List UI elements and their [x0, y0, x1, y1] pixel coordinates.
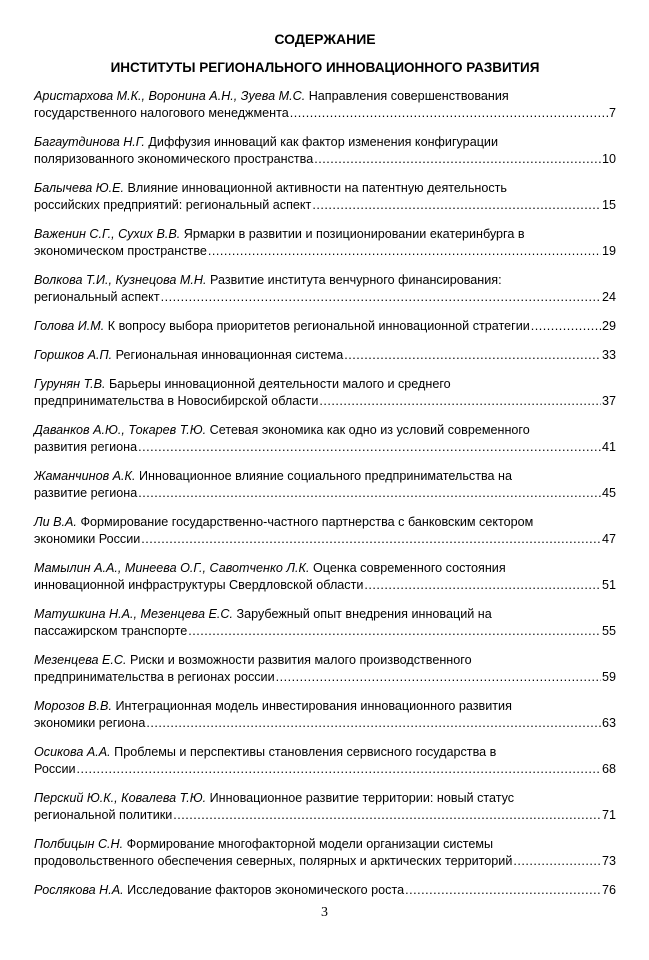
toc-entry-title-cont: продовольственного обеспечения северных, полярных и арктических территорий: [34, 854, 513, 868]
toc-entry-page: 68: [601, 762, 616, 776]
toc-entry-title-cont: государственного налогового менеджмента: [34, 106, 289, 120]
leader-dots: [344, 347, 601, 364]
toc-entry-title-cont: экономики региона: [34, 716, 146, 730]
toc-entry-page: 24: [601, 290, 616, 304]
toc-entry-author: Жаманчинов А.К.: [34, 469, 136, 483]
toc-entry-title: Направления совершенствования: [308, 89, 509, 103]
toc-entry-line2: [34, 577, 616, 594]
toc-entry-author: Голова И.М.: [34, 319, 105, 333]
toc-entry-line2: [34, 807, 616, 824]
leader-dots: [141, 531, 601, 548]
toc-entry-author: Осикова А.А.: [34, 745, 111, 759]
toc-entry-author: Балычева Ю.Е.: [34, 181, 125, 195]
toc-entry[interactable]: [34, 347, 616, 364]
toc-entry-title: Сетевая экономика как одно из условий современного: [209, 423, 530, 437]
toc-entry-page: 59: [601, 670, 616, 684]
leader-dots: [161, 289, 601, 306]
toc-entry-line2: [34, 531, 616, 548]
toc-entry-title-cont: развития региона: [34, 440, 138, 454]
toc-entry-title: Развитие института венчурного финансирования:: [210, 273, 502, 287]
toc-entry-page: 7: [608, 106, 616, 120]
toc-entry-line2: [34, 289, 616, 306]
leader-dots: [138, 439, 601, 456]
toc-entry-title: Инновационное развитие территории: новый статус: [209, 791, 515, 805]
toc-entry-author: Важенин С.Г., Сухих В.В.: [34, 227, 181, 241]
toc-entry-title: Барьеры инновационной деятельности малого и среднего: [109, 377, 451, 391]
toc-entry-page: 10: [601, 152, 616, 166]
page-title: СОДЕРЖАНИЕ: [274, 31, 376, 47]
leader-dots: [513, 853, 601, 870]
leader-dots: [173, 807, 601, 824]
toc-entry-page: 19: [601, 244, 616, 258]
toc-entry-page: 71: [601, 808, 616, 822]
toc-entry-line1: [34, 606, 616, 623]
toc-entry-title: Зарубежный опыт внедрения инноваций на: [236, 607, 492, 621]
toc-entry[interactable]: [34, 180, 616, 214]
toc-entry-page: 63: [601, 716, 616, 730]
toc-entry-title: Диффузия инноваций как фактор изменения конфигурации: [148, 135, 498, 149]
toc-entry-text: [34, 347, 343, 364]
toc-entry-page: 73: [601, 854, 616, 868]
toc-entry-author: Полбицын С.Н.: [34, 837, 124, 851]
toc-entry-author: Перский Ю.К., Ковалева Т.Ю.: [34, 791, 207, 805]
toc-entry-line1: [34, 790, 616, 807]
leader-dots: [276, 669, 601, 686]
toc-entry-line2: [34, 105, 616, 122]
toc-entry-line1: [34, 514, 616, 531]
leader-dots: [188, 623, 601, 640]
toc-entry-page: 15: [601, 198, 616, 212]
toc-entry-line1: [34, 744, 616, 761]
toc-entry-author: Мамылин А.А., Минеева О.Г., Савотченко Л.К.: [34, 561, 310, 575]
toc-entry-author: Морозов В.В.: [34, 699, 112, 713]
leader-dots: [531, 318, 601, 335]
toc-entry-line1: [34, 652, 616, 669]
toc-entry-title: Формирование государственно-частного партнерства с банковским сектором: [80, 515, 534, 529]
toc-entry-page: 47: [601, 532, 616, 546]
toc-entry-title: Исследование факторов экономического роста: [127, 883, 405, 897]
toc-entry[interactable]: [34, 514, 616, 548]
toc-entry-title-cont: российских предприятий: региональный аспект: [34, 198, 312, 212]
toc-entry-line2: [34, 151, 616, 168]
toc-entry-line1: [34, 88, 616, 105]
toc-entry-title: Влияние инновационной активности на патентную деятельность: [127, 181, 507, 195]
toc-entry-line2: [34, 715, 616, 732]
toc-entry-page: 45: [601, 486, 616, 500]
toc-entry-page: 55: [601, 624, 616, 638]
toc-entry-title-cont: экономики России: [34, 532, 141, 546]
leader-dots: [77, 761, 601, 778]
toc-entry-title-cont: региональной политики: [34, 808, 173, 822]
toc-entry[interactable]: [34, 88, 616, 122]
toc-entry-author: Ли В.А.: [34, 515, 77, 529]
toc-entry-author: Рослякова Н.А.: [34, 883, 124, 897]
toc-entry-page: 29: [601, 319, 616, 333]
toc-entry-line1: [34, 376, 616, 393]
toc-entry-author: Даванков А.Ю., Токарев Т.Ю.: [34, 423, 207, 437]
leader-dots: [138, 485, 601, 502]
toc-entry-author: Гурунян Т.В.: [34, 377, 106, 391]
leader-dots: [364, 577, 601, 594]
toc-entry[interactable]: [34, 272, 616, 306]
toc-entry-line2: [34, 485, 616, 502]
toc-entry-author: Волкова Т.И., Кузнецова М.Н.: [34, 273, 207, 287]
toc-entry-title-cont: поляризованного экономического пространства: [34, 152, 314, 166]
toc-entry-page: 33: [601, 348, 616, 362]
toc-entry-line1: [34, 272, 616, 289]
toc-entry-title: Интеграционная модель инвестирования инновационного развития: [115, 699, 512, 713]
toc-entry-title-cont: инновационной инфраструктуры Свердловской области: [34, 578, 364, 592]
toc-entry-line2: [34, 197, 616, 214]
section-title: ИНСТИТУТЫ РЕГИОНАЛЬНОГО ИННОВАЦИОННОГО РАЗВИТИЯ: [110, 60, 540, 75]
toc-entry[interactable]: [34, 652, 616, 686]
toc-entry-line1: [34, 698, 616, 715]
toc-entry-title: Региональная инновационная система: [115, 348, 344, 362]
toc-entry-author: Матушкина Н.А., Мезенцева Е.С.: [34, 607, 233, 621]
toc-entry-title-cont: предпринимательства в Новосибирской области: [34, 394, 319, 408]
toc-entry[interactable]: [34, 882, 616, 899]
toc-entry-title: Оценка современного состояния: [312, 561, 506, 575]
toc-entry-author: Багаутдинова Н.Г.: [34, 135, 145, 149]
toc-entry-title-cont: развитие региона: [34, 486, 138, 500]
toc-entry-page: 37: [601, 394, 616, 408]
toc-entry-line1: [34, 134, 616, 151]
toc-entry-line2: [34, 669, 616, 686]
leader-dots: [312, 197, 601, 214]
toc-entry-author: Горшков А.П.: [34, 348, 113, 362]
toc-entry[interactable]: [34, 744, 616, 778]
toc-list: [34, 88, 616, 899]
leader-dots: [146, 715, 601, 732]
toc-entry[interactable]: [34, 560, 616, 594]
toc-entry-title-cont: региональный аспект: [34, 290, 160, 304]
toc-entry-line2: [34, 439, 616, 456]
toc-entry-line1: [34, 882, 616, 899]
toc-entry-title-cont: экономическом пространстве: [34, 244, 207, 258]
toc-entry-line1: [34, 836, 616, 853]
toc-entry[interactable]: [34, 468, 616, 502]
leader-dots: [208, 243, 601, 260]
toc-entry-line2: [34, 853, 616, 870]
toc-entry[interactable]: [34, 698, 616, 732]
toc-entry-title: Инновационное влияние социального предпринимательства на: [138, 469, 512, 483]
toc-page: [34, 30, 616, 911]
toc-entry-author: Мезенцева Е.С.: [34, 653, 127, 667]
leader-dots: [319, 393, 601, 410]
toc-entry[interactable]: [34, 422, 616, 456]
toc-entry-line2: [34, 393, 616, 410]
toc-entry-page: 51: [601, 578, 616, 592]
toc-entry-page: 76: [601, 883, 616, 897]
toc-entry-text: [34, 318, 530, 335]
leader-dots: [314, 151, 601, 168]
toc-entry-line2: [34, 623, 616, 640]
toc-entry-line2: [34, 761, 616, 778]
toc-entry-title: Проблемы и перспективы становления сервисного государства в: [114, 745, 497, 759]
toc-entry-title-cont: России: [34, 762, 76, 776]
toc-entry-title: К вопросу выбора приоритетов региональной инновационной стратегии: [107, 319, 530, 333]
toc-entry[interactable]: [34, 606, 616, 640]
toc-entry-title-cont: предпринимательства в регионах россии: [34, 670, 275, 684]
toc-entry-line1: [34, 468, 616, 485]
toc-entry-page: 41: [601, 440, 616, 454]
toc-entry-line1: [34, 226, 616, 243]
page-number: 3: [321, 905, 328, 920]
toc-entry-title: Ярмарки в развитии и позиционировании екатеринбурга в: [183, 227, 525, 241]
toc-entry-text: [34, 882, 404, 899]
toc-entry[interactable]: [34, 836, 616, 870]
toc-entry[interactable]: [34, 226, 616, 260]
toc-entry[interactable]: [34, 376, 616, 410]
toc-entry-title: Формирование многофакторной модели организации системы: [126, 837, 494, 851]
toc-entry-line1: [34, 347, 616, 364]
leader-dots: [290, 105, 608, 122]
leader-dots: [405, 882, 601, 899]
toc-entry[interactable]: [34, 790, 616, 824]
toc-entry-line1: [34, 180, 616, 197]
toc-entry[interactable]: [34, 134, 616, 168]
toc-entry-author: Аристархова М.К., Воронина А.Н., Зуева М.С.: [34, 89, 306, 103]
toc-entry-line1: [34, 318, 616, 335]
toc-entry-line1: [34, 560, 616, 577]
toc-entry-line1: [34, 422, 616, 439]
toc-entry[interactable]: [34, 318, 616, 335]
toc-entry-title: Риски и возможности развития малого производственного: [130, 653, 472, 667]
toc-entry-title-cont: пассажирском транспорте: [34, 624, 188, 638]
toc-entry-line2: [34, 243, 616, 260]
